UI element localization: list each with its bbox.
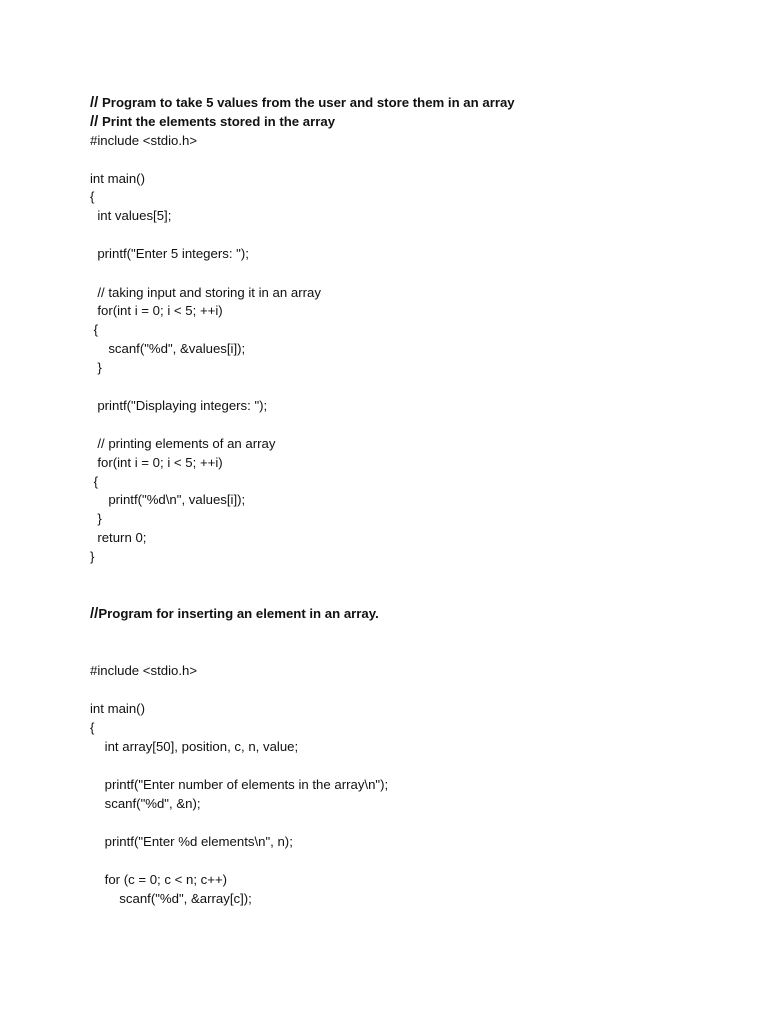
code-line: for(int i = 0; i < 5; ++i) [90,455,223,470]
code-line: { [90,189,95,204]
heading-text: Print the elements stored in the array [102,114,336,129]
code-line: printf("Enter 5 integers: "); [90,246,249,261]
code-line: scanf("%d", &values[i]); [90,341,246,356]
code-line: printf("Displaying integers: "); [90,398,268,413]
code-line: int main() [90,701,145,716]
heading-text: Program for inserting an element in an array. [98,606,379,621]
code-line: #include <stdio.h> [90,663,198,678]
code-line: return 0; [90,530,147,545]
code-line: scanf("%d", &array[c]); [90,891,252,906]
code-line: { [90,322,99,337]
code-line: // taking input and storing it in an array [90,285,321,300]
code-line: printf("%d\n", values[i]); [90,492,246,507]
code-line: } [90,360,102,375]
code-line: int values[5]; [90,208,172,223]
section2-heading [90,606,379,622]
section1-heading-1 [90,95,515,111]
code-line: int main() [90,171,145,186]
comment-marker: // [90,113,99,130]
code-line: for(int i = 0; i < 5; ++i) [90,303,223,318]
code-line: { [90,720,95,735]
comment-marker: // [90,605,99,622]
code-line: int array[50], position, c, n, value; [90,739,299,754]
code-line: scanf("%d", &n); [90,796,201,811]
code-line: } [90,549,95,564]
section1-heading-2 [90,114,335,130]
code-line: #include <stdio.h> [90,133,198,148]
comment-marker: // [90,94,99,111]
code-line: } [90,511,102,526]
code-line: for (c = 0; c < n; c++) [90,872,228,887]
code-line: printf("Enter number of elements in the array\n"); [90,777,389,792]
code-line: printf("Enter %d elements\n", n); [90,834,293,849]
code-line: { [90,474,99,489]
code-line: // printing elements of an array [90,436,276,451]
heading-text: Program to take 5 values from the user and store them in an array [102,95,515,110]
